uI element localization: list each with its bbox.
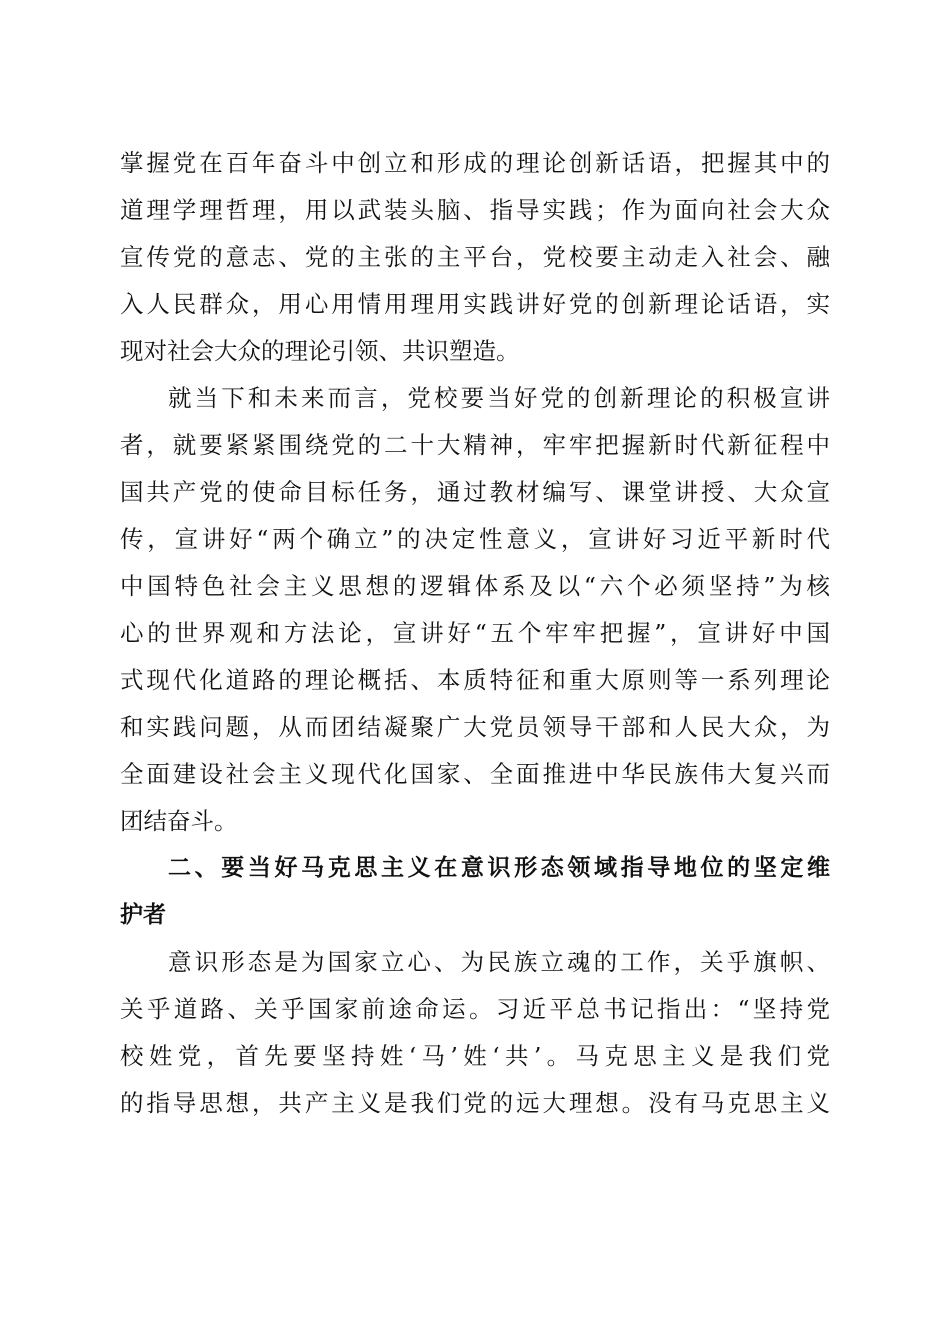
text-line: 入人民群众，用心用情用理用实践讲好党的创新理论话语，实 — [120, 290, 830, 318]
text-line: 宣传党的意志、党的主张的主平台，党校要主动走入社会、融 — [120, 243, 830, 271]
text-line: 团结奋斗。 — [120, 807, 238, 835]
text-line: 道理学理哲理，用以武装头脑、指导实践；作为面向社会大众 — [120, 196, 830, 224]
heading-line: 护者 — [120, 902, 166, 928]
section-heading — [120, 845, 830, 939]
text-line: 关乎道路、关乎国家前途命运。习近平总书记指出：“坚持党 — [120, 995, 830, 1023]
paragraph-3 — [120, 939, 830, 1127]
text-line: 式现代化道路的理论概括、本质特征和重大原则等一系列理论 — [120, 666, 830, 694]
text-line: 就当下和未来而言，党校要当好党的创新理论的积极宣讲 — [168, 384, 830, 412]
paragraph-1 — [120, 140, 830, 375]
text-line: 心的世界观和方法论，宣讲好“五个牢牢把握”，宣讲好中国 — [120, 619, 830, 647]
paragraph-2 — [120, 375, 830, 845]
text-line: 国共产党的使命目标任务，通过教材编写、课堂讲授、大众宣 — [120, 478, 830, 506]
text-line: 传，宣讲好“两个确立”的决定性意义，宣讲好习近平新时代 — [120, 525, 830, 553]
text-line: 校姓党，首先要坚持姓‘马’姓‘共’。马克思主义是我们党 — [120, 1042, 830, 1070]
text-line: 全面建设社会主义现代化国家、全面推进中华民族伟大复兴而 — [120, 760, 830, 788]
text-line: 掌握党在百年奋斗中创立和形成的理论创新话语，把握其中的 — [120, 149, 830, 177]
text-line: 中国特色社会主义思想的逻辑体系及以“六个必须坚持”为核 — [120, 572, 830, 600]
document-body — [120, 140, 830, 1127]
text-line: 的指导思想，共产主义是我们党的远大理想。没有马克思主义 — [120, 1089, 830, 1117]
text-line: 意识形态是为国家立心、为民族立魂的工作，关乎旗帜、 — [168, 948, 830, 976]
text-line: 现对社会大众的理论引领、共识塑造。 — [120, 337, 520, 365]
text-line: 者，就要紧紧围绕党的二十大精神，牢牢把握新时代新征程中 — [120, 431, 830, 459]
heading-line: 二、要当好马克思主义在意识形态领域指导地位的坚定维 — [168, 855, 830, 881]
text-line: 和实践问题，从而团结凝聚广大党员领导干部和人民大众，为 — [120, 713, 830, 741]
